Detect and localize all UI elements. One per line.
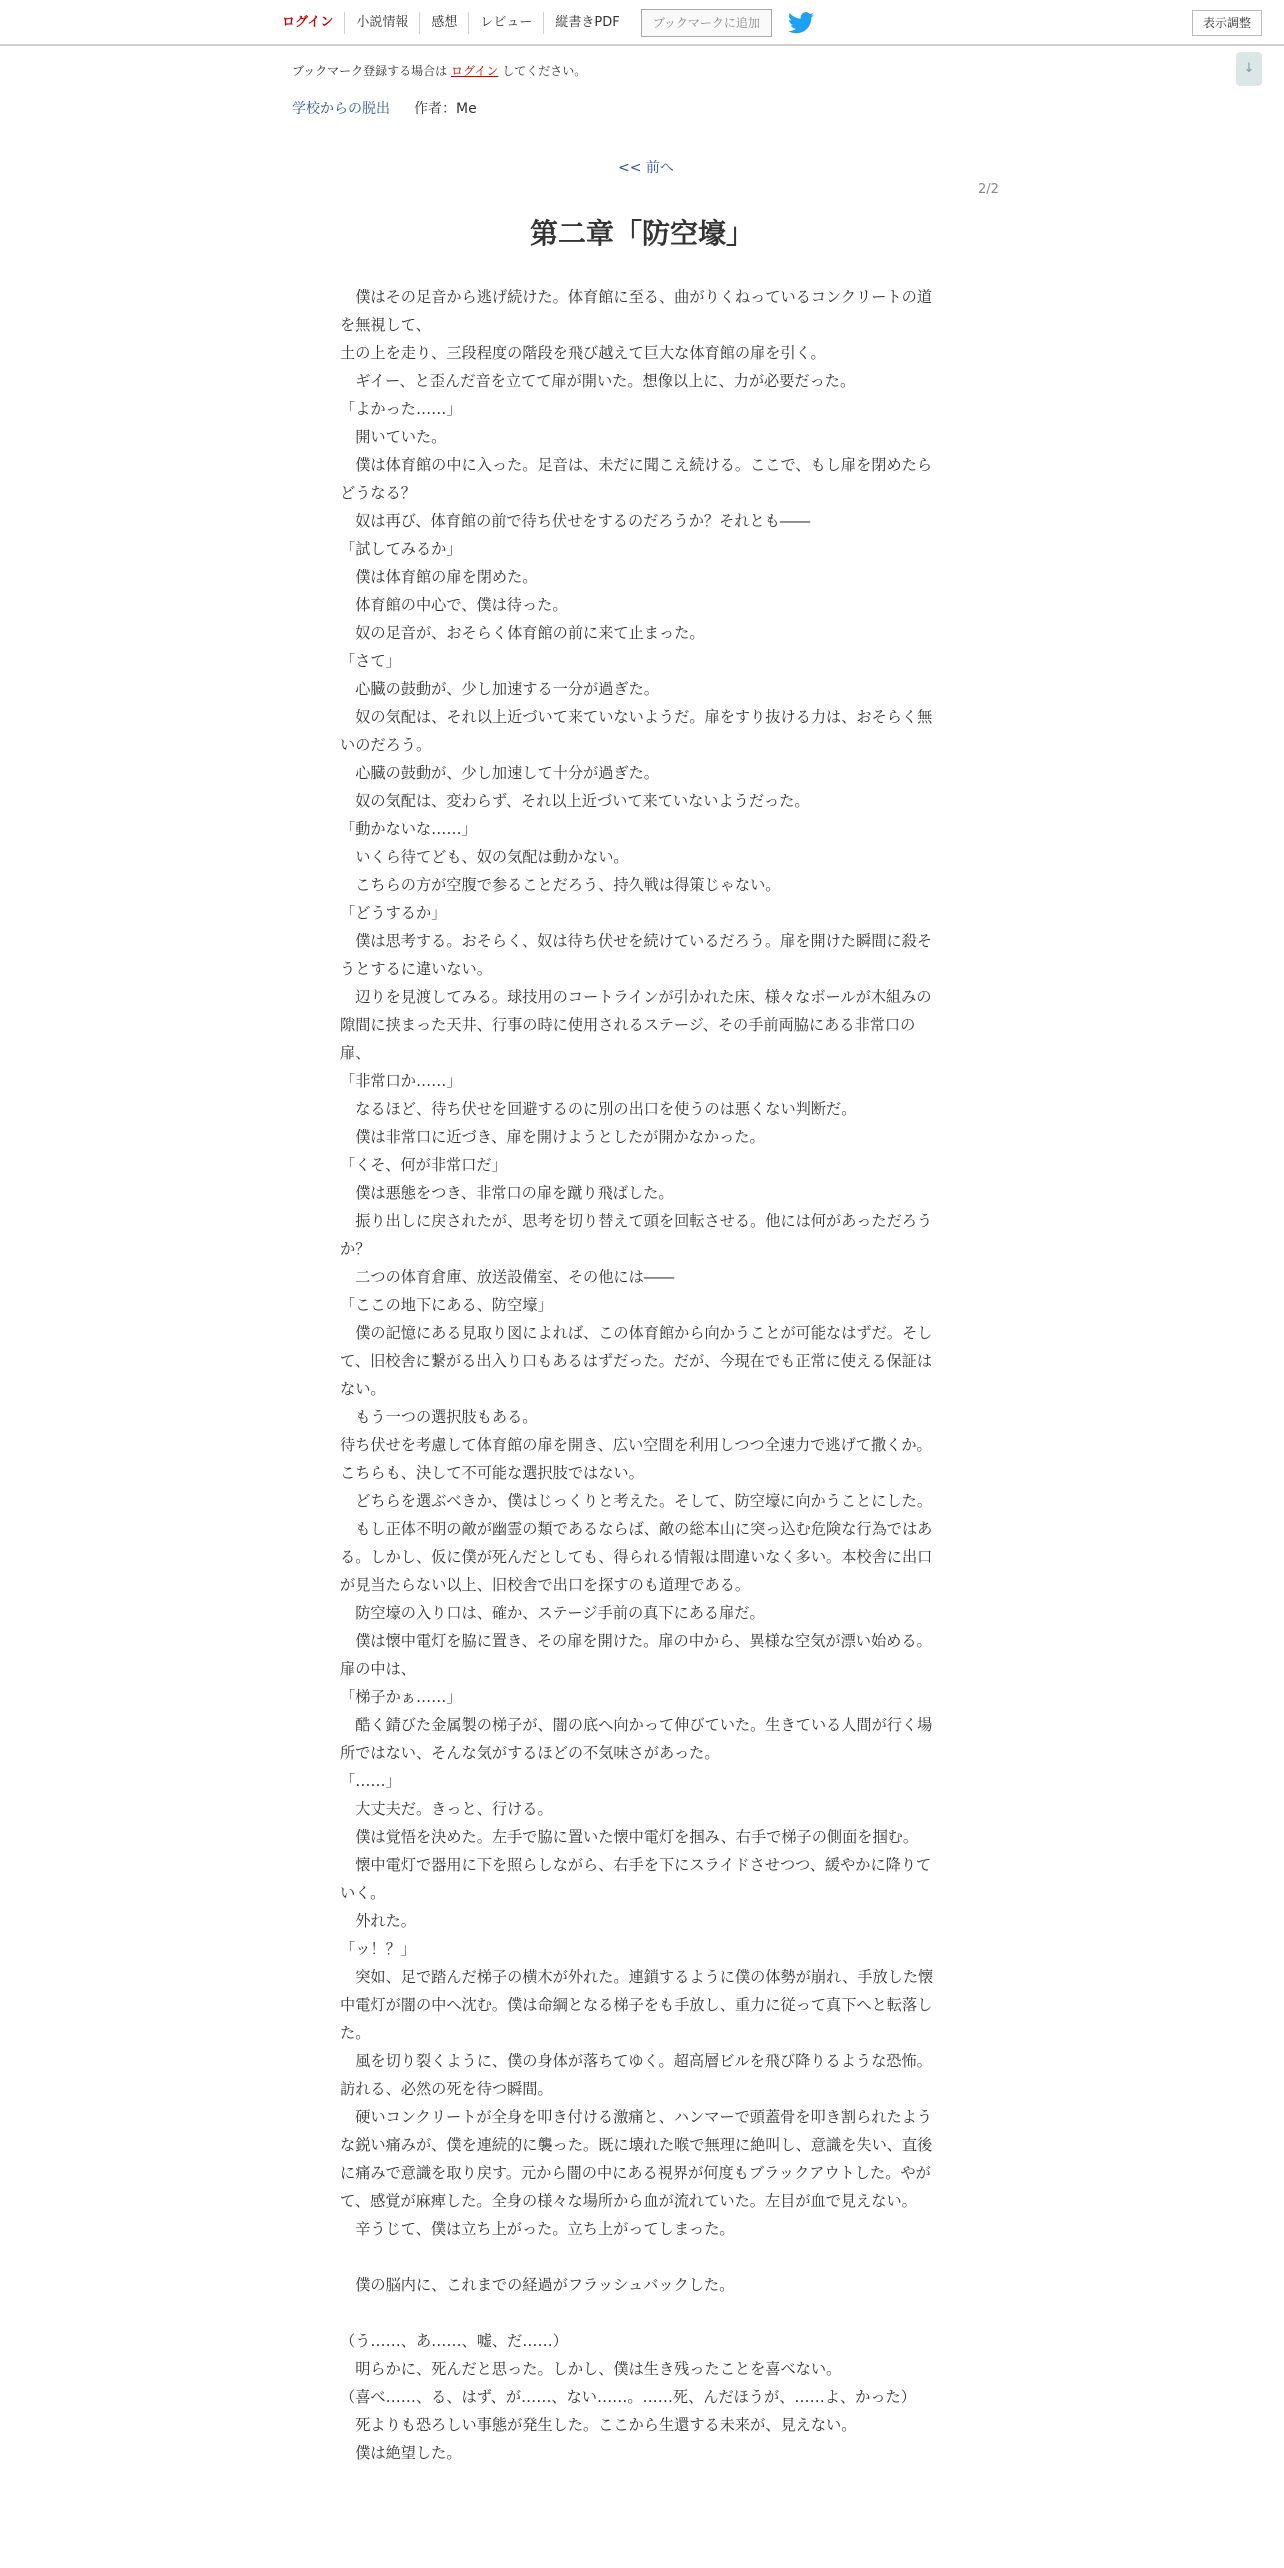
body-paragraph: 奴の足音が、おそらく体育館の前に来て止まった。 xyxy=(340,624,705,642)
body-paragraph: こちらの方が空腹で参ることだろう、持久戦は得策じゃない。 xyxy=(340,876,781,894)
body-paragraph: 大丈夫だ。きっと、行ける。 xyxy=(340,1800,553,1818)
body-paragraph: 開いていた。 xyxy=(340,428,447,446)
header-nav xyxy=(272,0,814,46)
body-paragraph: 「動かないな……」 xyxy=(340,820,477,838)
body-paragraph: 「梯子かぁ……」 xyxy=(340,1688,462,1706)
body-paragraph: 「試してみるか」 xyxy=(340,540,462,558)
body-paragraph: 心臓の鼓動が、少し加速する一分が過ぎた。 xyxy=(340,680,659,698)
nav-login[interactable]: ログイン xyxy=(272,12,345,34)
body-paragraph: 死よりも恐ろしい事態が発生した。ここから生還する未来が、見えない。 xyxy=(340,2416,857,2434)
body-paragraph: 突如、足で踏んだ梯子の横木が外れた。連鎖するように僕の体勢が崩れ、手放した懐中電灯が闇の中へ沈む。僕は命綱となる梯子をも手放し、重力に従って真下へと転落した。 xyxy=(340,1968,934,2042)
body-paragraph: 「どうするか」 xyxy=(340,904,447,922)
body-paragraph: ギイー、と歪んだ音を立てて扉が開いた。想像以上に、力が必要だった。 xyxy=(340,372,856,390)
body-paragraph: 僕は絶望した。 xyxy=(340,2444,462,2462)
body-paragraph: 僕は体育館の中に入った。足音は、未だに聞こえ続ける。ここで、もし扉を閉めたらどうなる？ xyxy=(340,456,933,502)
body-paragraph: なるほど、待ち伏せを回避するのに別の出口を使うのは悪くない判断だ。 xyxy=(340,1100,857,1118)
body-paragraph: 僕は悪態をつき、非常口の扉を蹴り飛ばした。 xyxy=(340,1184,674,1202)
body-paragraph xyxy=(340,2299,940,2327)
body-paragraph: 「よかった……」 xyxy=(340,400,462,418)
body-paragraph: いくら待てども、奴の気配は動かない。 xyxy=(340,848,629,866)
body-paragraph: 心臓の鼓動が、少し加速して十分が過ぎた。 xyxy=(340,764,659,782)
body-paragraph: 僕の記憶にある見取り図によれば、この体育館から向かうことが可能なはずだ。そして、旧校舎に繋がる出入り口もあるはずだった。だが、今現在でも正常に使える保証はない。 xyxy=(340,1324,933,1398)
chapter-body xyxy=(340,283,940,2467)
notice-text-after: してください。 xyxy=(502,64,587,78)
body-paragraph: 辛うじて、僕は立ち上がった。立ち上がってしまった。 xyxy=(340,2220,735,2238)
twitter-icon[interactable] xyxy=(788,12,814,34)
top-navigation-bar xyxy=(0,0,1284,46)
body-paragraph: 「さて」 xyxy=(340,652,401,670)
body-paragraph: どちらを選ぶべきか、僕はじっくりと考えた。そして、防空壕に向かうことにした。 xyxy=(340,1492,933,1510)
body-paragraph: （喜べ……、る、はず、が……、ない……。……死、んだほうが、……よ、かった） xyxy=(340,2388,916,2406)
scroll-down-button[interactable] xyxy=(1236,52,1262,86)
body-paragraph: 奴の気配は、変わらず、それ以上近づいて来ていないようだった。 xyxy=(340,792,810,810)
body-paragraph: 「くそ、何が非常口だ」 xyxy=(340,1156,507,1174)
body-paragraph: 二つの体育倉庫、放送設備室、その他には―― xyxy=(340,1268,675,1286)
notice-text-before: ブックマーク登録する場合は xyxy=(292,64,448,78)
nav-reviews[interactable]: レビュー xyxy=(469,12,544,34)
body-paragraph: 外れた。 xyxy=(340,1912,416,1930)
body-paragraph: 僕はその足音から逃げ続けた。体育館に至る、曲がりくねっているコンクリートの道を無視して、 xyxy=(340,288,933,334)
arrow-down-icon: ↓ xyxy=(1243,61,1255,76)
body-paragraph: 硬いコンクリートが全身を叩き付ける激痛と、ハンマーで頭蓋骨を叩き割られたような鋭い痛みが、僕を連続的に襲った。既に壊れた喉で無理に絶叫し、意識を失い、直後に痛みで意識を取り戻す。元から闇の中にある視界が何度もブラックアウトした。やがて、感覚が麻痺した。全身の様々な場所から血が流れていた。左目が血で見えない。 xyxy=(340,2108,933,2210)
body-paragraph: もう一つの選択肢もある。 xyxy=(340,1408,538,1426)
body-paragraph: 僕の脳内に、これまでの経過がフラッシュバックした。 xyxy=(340,2276,735,2294)
body-paragraph: 酷く錆びた金属製の梯子が、闇の底へ向かって伸びていた。生きている人間が行く場所ではない、そんな気がするほどの不気味さがあった。 xyxy=(340,1716,933,1762)
notice-login-link[interactable]: ログイン xyxy=(451,64,499,78)
body-paragraph: もし正体不明の敵が幽霊の類であるならば、敵の総本山に突っ込む危険な行為ではある。しかし、仮に僕が死んだとしても、得られる情報は間違いなく多い。本校舎に出口が見当たらない以上、旧校舎で出口を探すのも道理である。 xyxy=(340,1520,933,1594)
nav-impressions[interactable]: 感想 xyxy=(420,12,469,34)
body-paragraph: 風を切り裂くように、僕の身体が落ちてゆく。超高層ビルを飛び降りるような恐怖。訪れる、必然の死を待つ瞬間。 xyxy=(340,2052,932,2098)
nav-vertical-pdf[interactable]: 縦書きPDF xyxy=(555,15,620,30)
body-paragraph: 辺りを見渡してみる。球技用のコートラインが引かれた床、様々なボールが木組みの隙間に挟まった天井、行事の時に使用されるステージ、その手前両脇にある非常口の扉、 xyxy=(340,988,932,1062)
body-paragraph: 土の上を走り、三段程度の階段を飛び越えて巨大な体育館の扉を引く。 xyxy=(340,344,826,362)
body-paragraph: 奴は再び、体育館の前で待ち伏せをするのだろうか？それとも―― xyxy=(340,512,811,530)
body-paragraph: 「ッ！？」 xyxy=(340,1940,416,1958)
body-paragraph: 待ち伏せを考慮して体育館の扉を開き、広い空間を利用しつつ全速力で逃げて撒くか。こちらも、決して不可能な選択肢ではない。 xyxy=(340,1436,932,1482)
body-paragraph xyxy=(340,2243,940,2271)
body-paragraph: 体育館の中心で、僕は待った。 xyxy=(340,596,568,614)
previous-page-link[interactable]: << 前へ xyxy=(618,160,674,176)
body-paragraph: 明らかに、死んだと思った。しかし、僕は生き残ったことを喜べない。 xyxy=(340,2360,842,2378)
author-name: 作者：Me xyxy=(414,101,477,117)
novel-title-link[interactable]: 学校からの脱出 xyxy=(292,101,390,117)
body-paragraph: 振り出しに戻されたが、思考を切り替えて頭を回転させる。他には何があっただろうか？ xyxy=(340,1212,933,1258)
body-paragraph: （う……、あ……、嘘、だ……） xyxy=(340,2332,568,2350)
body-paragraph: 「ここの地下にある、防空壕」 xyxy=(340,1296,553,1314)
chapter-title: 第二章「防空壕」 xyxy=(529,217,754,250)
bookmark-login-notice xyxy=(292,62,586,79)
body-paragraph: 防空壕の入り口は、確か、ステージ手前の真下にある扉だ。 xyxy=(340,1604,765,1622)
body-paragraph: 懐中電灯で器用に下を照らしながら、右手を下にスライドさせつつ、緩やかに降りていく。 xyxy=(340,1856,932,1902)
page-counter: 2/2 xyxy=(978,182,999,197)
add-bookmark-button[interactable]: ブックマークに追加 xyxy=(641,9,772,37)
body-paragraph: 僕は覚悟を決めた。左手で脇に置いた懐中電灯を掴み、右手で梯子の側面を掴む。 xyxy=(340,1828,919,1846)
display-settings-button[interactable]: 表示調整 xyxy=(1192,10,1262,36)
nav-novel-info[interactable]: 小説情報 xyxy=(345,12,420,34)
body-paragraph: 僕は体育館の扉を閉めた。 xyxy=(340,568,538,586)
body-paragraph: 僕は非常口に近づき、扉を開けようとしたが開かなかった。 xyxy=(340,1128,765,1146)
body-paragraph: 奴の気配は、それ以上近づいて来ていないようだ。扉をすり抜ける力は、おそらく無いのだろう。 xyxy=(340,708,933,754)
body-paragraph: 僕は懐中電灯を脇に置き、その扉を開けた。扉の中から、異様な空気が漂い始める。扉の中は、 xyxy=(340,1632,932,1678)
body-paragraph: 「非常口か……」 xyxy=(340,1072,462,1090)
body-paragraph: 「……」 xyxy=(340,1772,401,1790)
body-paragraph: 僕は思考する。おそらく、奴は待ち伏せを続けているだろう。扉を開けた瞬間に殺そうとするに違いない。 xyxy=(340,932,933,978)
